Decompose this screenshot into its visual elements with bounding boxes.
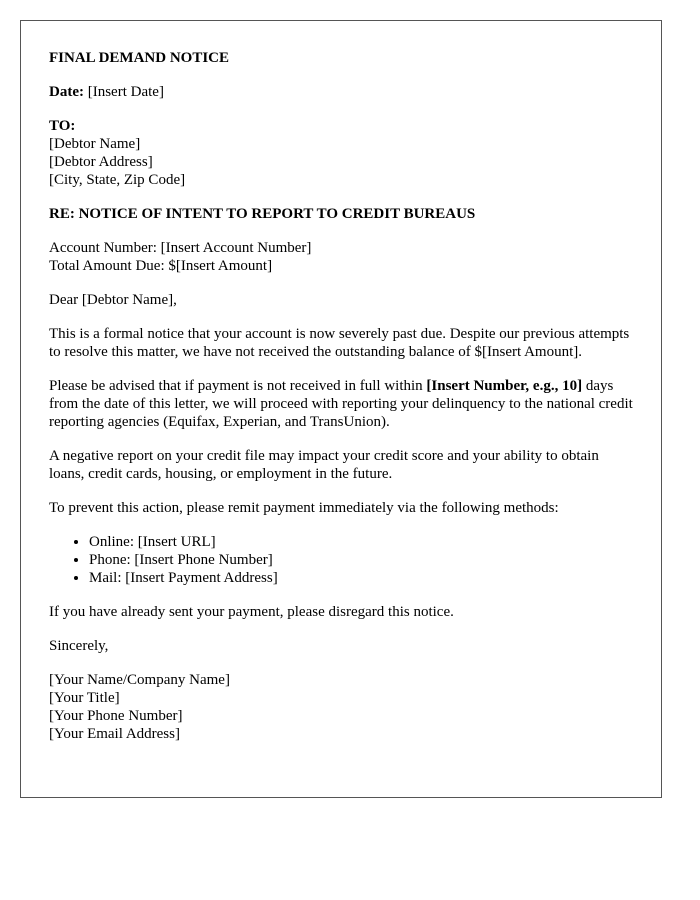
- sender-title: [Your Title]: [49, 690, 120, 706]
- notice-title: FINAL DEMAND NOTICE: [49, 50, 230, 66]
- total-amount-due: Total Amount Due: $[Insert Amount]: [49, 258, 273, 274]
- letter-document: [20, 20, 662, 798]
- paragraph-disregard: If you have already sent your payment, please disregard this notice.: [49, 604, 454, 620]
- date-value: [Insert Date]: [87, 84, 164, 100]
- paragraph-past-due: This is a formal notice that your account is now severely past due. Despite our previous attempts to resolve this matter, we have not received the outstanding balance of $[Insert Amount].: [49, 326, 630, 360]
- sender-email: [Your Email Address]: [49, 726, 180, 742]
- paragraph-deadline-end: days from the date of this letter, we will proceed with reporting your delinquency to the national credit reporting agencies (Equifax, Experian, and TransUnion).: [49, 378, 633, 430]
- account-block: [49, 239, 633, 275]
- date-label: Date:: [49, 84, 84, 100]
- payment-method-mail: • Mail: [Insert Payment Address]: [89, 569, 633, 587]
- account-number: Account Number: [Insert Account Number]: [49, 240, 312, 256]
- date-line: [49, 83, 633, 101]
- debtor-name: [Debtor Name]: [49, 136, 141, 152]
- sender-phone: [Your Phone Number]: [49, 708, 183, 724]
- payment-method-phone: • Phone: [Insert Phone Number]: [89, 551, 633, 569]
- payment-method-online: • Online: [Insert URL]: [89, 533, 633, 551]
- paragraph-deadline: [49, 377, 633, 431]
- payment-methods-list: [49, 533, 633, 587]
- signature-block: [49, 671, 633, 743]
- recipient-block: [49, 117, 633, 189]
- deadline-days: [Insert Number, e.g., 10]: [426, 378, 583, 394]
- debtor-city: [City, State, Zip Code]: [49, 172, 186, 188]
- to-label: TO:: [49, 118, 76, 134]
- paragraph-deadline-start: Please be advised that if payment is not received in full within: [49, 378, 427, 394]
- closing: Sincerely,: [49, 638, 109, 654]
- salutation: Dear [Debtor Name],: [49, 292, 177, 308]
- paragraph-remit: To prevent this action, please remit payment immediately via the following methods:: [49, 500, 559, 516]
- re-line: RE: NOTICE OF INTENT TO REPORT TO CREDIT BUREAUS: [49, 206, 476, 222]
- sender-name: [Your Name/Company Name]: [49, 672, 230, 688]
- paragraph-consequences: A negative report on your credit file may impact your credit score and your ability to obtain loans, credit cards, housing, or employment in the future.: [49, 448, 599, 482]
- debtor-address: [Debtor Address]: [49, 154, 153, 170]
